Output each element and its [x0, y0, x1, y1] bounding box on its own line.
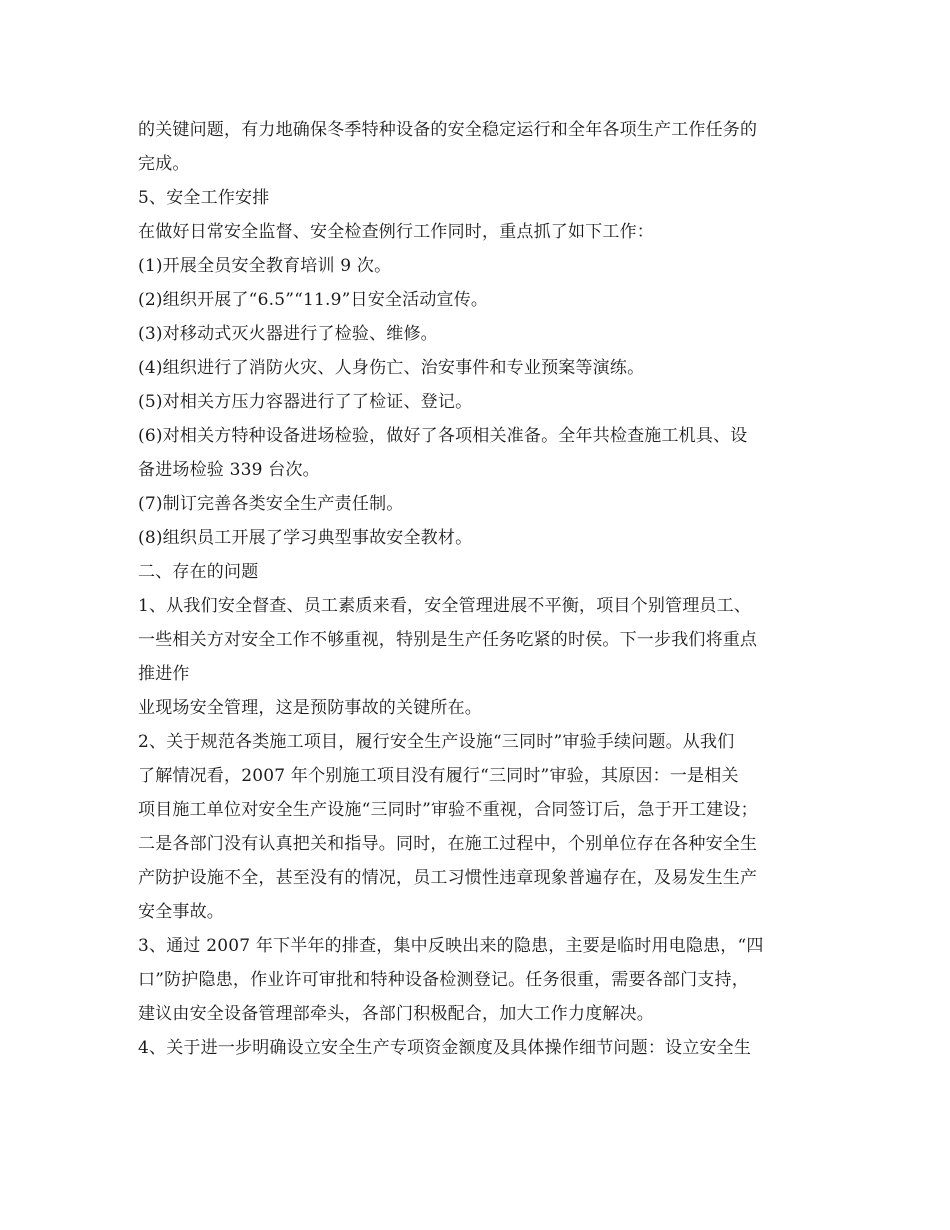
list-item: (7)制订完善各类安全生产责任制。 — [138, 494, 404, 514]
text-line: 一些相关方对安全工作不够重视，特别是生产任务吃紧的时侯。下一步我们将重点 — [138, 630, 758, 650]
list-item: (5)对相关方压力容器进行了了检证、登记。 — [138, 392, 473, 412]
text-line: 二是各部门没有认真把关和指导。同时，在施工过程中，个别单位存在各种安全生 — [138, 834, 758, 854]
text-line: 备进场检验 339 台次。 — [138, 460, 320, 480]
list-item: (1)开展全员安全教育培训 9 次。 — [138, 256, 392, 276]
list-item: (4)组织进行了消防火灾、人身伤亡、治安事件和专业预案等演练。 — [138, 358, 645, 378]
list-item: (2)组织开展了“6.5”“11.9”日安全活动宣传。 — [138, 290, 489, 310]
text-line: 了解情况看，2007 年个别施工项目没有履行“三同时”审验，其原因：一是相关 — [138, 766, 739, 786]
list-item: (3)对移动式灭火器进行了检验、维修。 — [138, 324, 438, 344]
text-line: 1、从我们安全督查、员工素质来看，安全管理进展不平衡，项目个别管理员工、 — [138, 596, 752, 616]
document-body — [138, 113, 818, 1065]
text-line: 推进作 — [138, 664, 190, 684]
list-item: (6)对相关方特种设备进场检验，做好了各项相关准备。全年共检查施工机具、设 — [138, 426, 748, 446]
text-line: 业现场安全管理，这是预防事故的关键所在。 — [138, 698, 482, 718]
text-line: 口”防护隐患，作业许可审批和特种设备检测登记。任务很重，需要各部门支持， — [138, 970, 749, 990]
text-line: 的关键问题，有力地确保冬季特种设备的安全稳定运行和全年各项生产工作任务的 — [138, 120, 758, 140]
text-line: 完成。 — [138, 154, 190, 174]
list-item: (8)组织员工开展了学习典型事故安全教材。 — [138, 528, 473, 548]
text-line: 3、通过 2007 年下半年的排查，集中反映出来的隐患，主要是临时用电隐患，“四 — [138, 936, 764, 956]
text-line: 建议由安全设备管理部牵头，各部门积极配合，加大工作力度解决。 — [138, 1004, 654, 1024]
text-line: 项目施工单位对安全生产设施“三同时”审验不重视，合同签订后，急于开工建设； — [138, 800, 758, 820]
section-heading: 二、存在的问题 — [138, 562, 259, 582]
text-line: 在做好日常安全监督、安全检查例行工作同时，重点抓了如下工作： — [138, 222, 654, 242]
text-line: 4、关于进一步明确设立安全生产专项资金额度及具体操作细节问题：设立安全生 — [138, 1038, 752, 1058]
text-line: 安全事故。 — [138, 902, 224, 922]
text-line: 产防护设施不全，甚至没有的情况，员工习惯性违章现象普遍存在，及易发生生产 — [138, 868, 758, 888]
section-heading: 5、安全工作安排 — [138, 188, 270, 208]
text-line: 2、关于规范各类施工项目，履行安全生产设施“三同时”审验手续问题。从我们 — [138, 732, 735, 752]
